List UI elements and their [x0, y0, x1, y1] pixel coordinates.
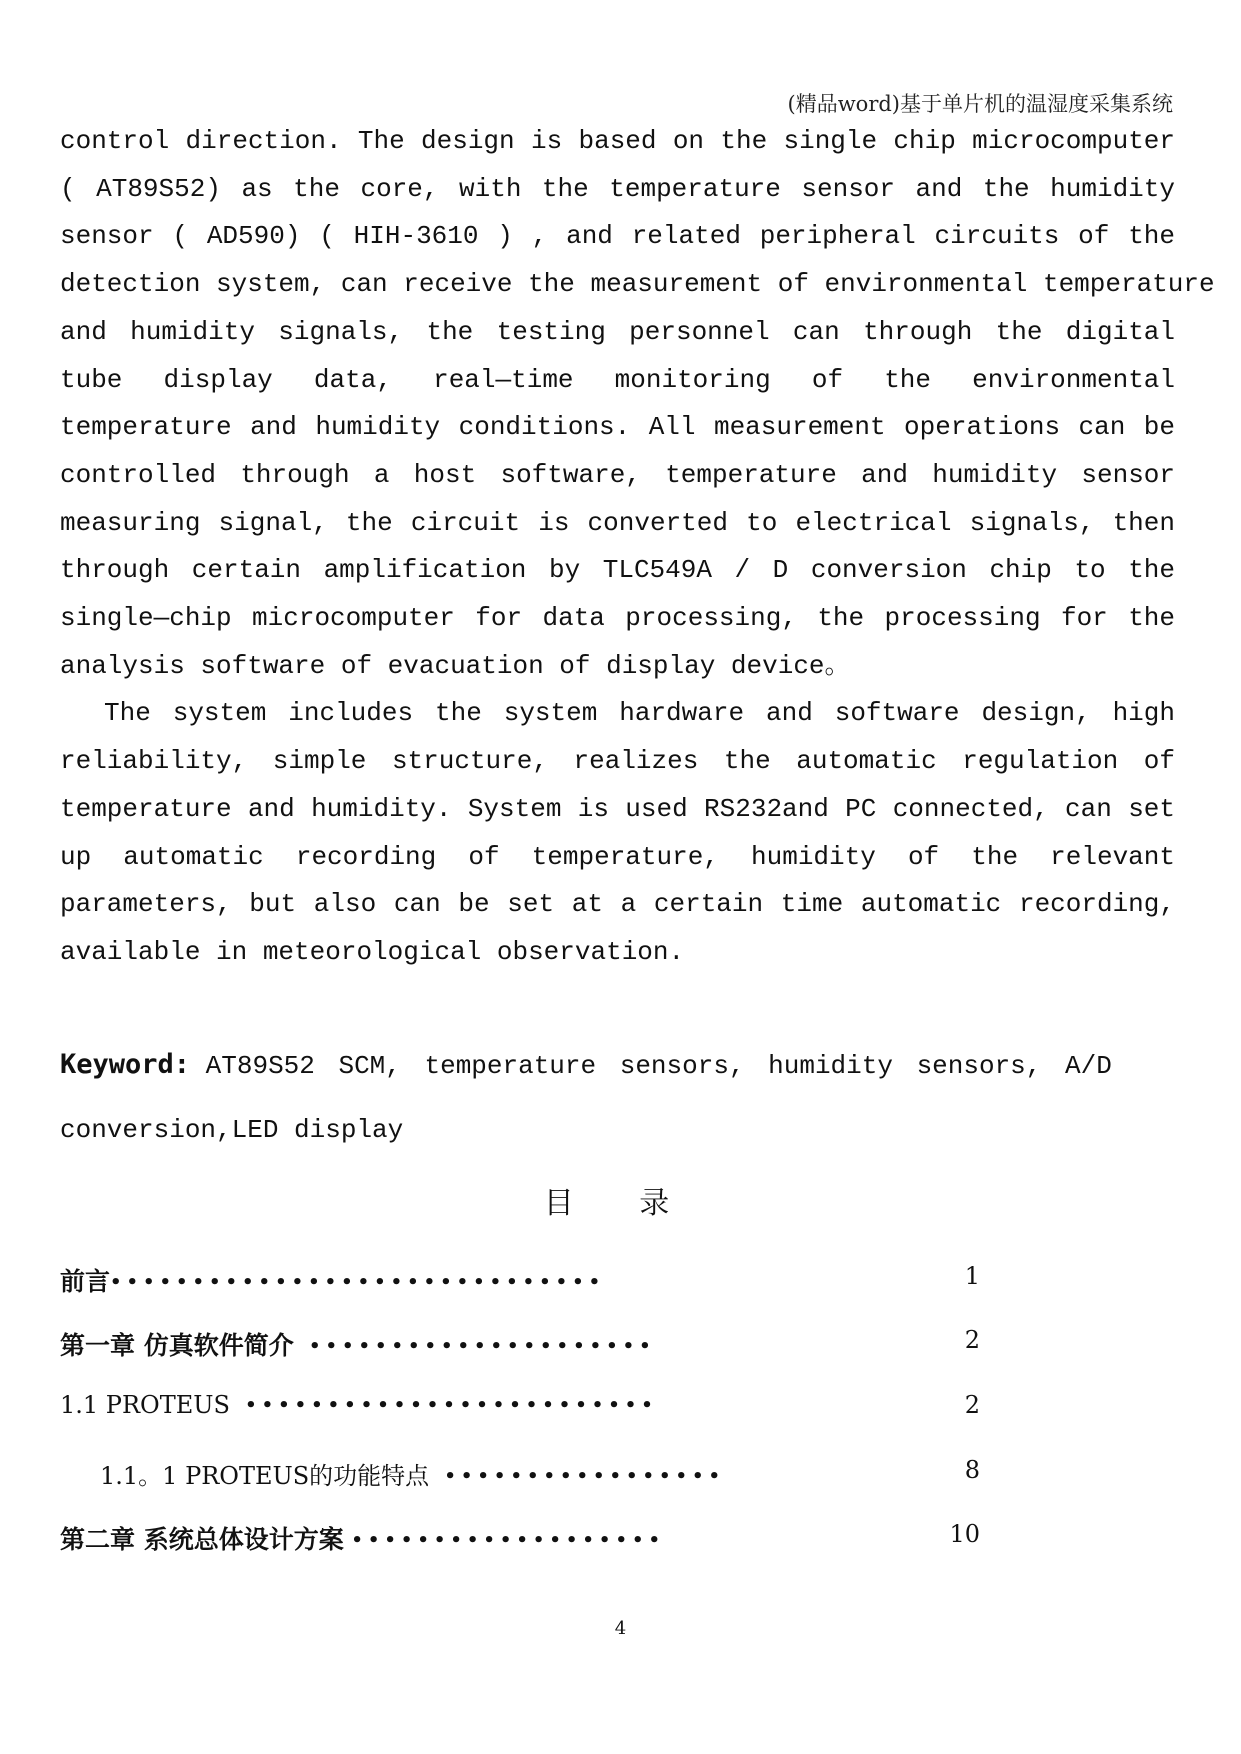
abstract-line: ( AT89S52) as the core, with the temperature sensor and the humidity	[60, 173, 1175, 204]
abstract-line: single—chip microcomputer for data processing, the processing for the	[60, 603, 1175, 634]
toc-page-number: 1	[964, 1262, 980, 1290]
page-number: 4	[614, 1618, 627, 1639]
abstract-line: available in meteorological observation.	[60, 936, 685, 967]
keyword-section	[60, 1033, 1180, 1162]
abstract-line: The system includes the system hardware and software design, high	[104, 698, 1175, 729]
toc-entry-label: 第一章 仿真软件简介	[60, 1331, 294, 1360]
abstract-line: detection system, can receive the measurement of environmental temperature	[60, 269, 1215, 300]
abstract-line: tube display data, real—time monitoring of the environmental	[60, 364, 1175, 395]
toc-entry[interactable]	[60, 1520, 980, 1560]
toc-leader-dots: ••••••••••••••••••••••••••••••	[110, 1272, 606, 1293]
toc-page-number: 10	[949, 1520, 980, 1548]
abstract-line: controlled through a host software, temperature and humidity sensor	[60, 459, 1175, 490]
toc-entry-label: 第二章 系统总体设计方案	[60, 1525, 344, 1554]
toc-page-number: 2	[964, 1391, 980, 1419]
keyword-label: Keyword:	[60, 1049, 191, 1080]
abstract-line: temperature and humidity. System is used RS232and PC connected, can set	[60, 793, 1175, 824]
abstract-line: measuring signal, the circuit is converted to electrical signals, then	[60, 507, 1175, 538]
toc-entry[interactable]	[60, 1326, 980, 1366]
abstract-line: reliability, simple structure, realizes the automatic regulation of	[60, 746, 1175, 777]
toc-page-number: 8	[964, 1456, 980, 1484]
toc-title: 目 录	[543, 1186, 698, 1221]
abstract-line: sensor ( AD590) ( HIH-3610 ) , and related peripheral circuits of the	[60, 221, 1175, 252]
toc-entry[interactable]	[60, 1262, 980, 1302]
toc-leader-dots: •••••••••••••••••	[444, 1466, 726, 1487]
abstract-line: parameters, but also can be set at a certain time automatic recording,	[60, 889, 1175, 920]
keyword-values-continued: conversion,LED display	[60, 1115, 404, 1145]
toc-entry[interactable]	[100, 1456, 980, 1496]
toc-leader-dots: •••••••••••••••••••••	[308, 1336, 656, 1357]
abstract-line: through certain amplification by TLC549A / D conversion chip to the	[60, 555, 1175, 586]
abstract-line: and humidity signals, the testing personnel can through the digital	[60, 316, 1175, 347]
document-header: (精品word)基于单片机的温湿度采集系统	[787, 92, 1173, 116]
toc-entry[interactable]	[60, 1391, 980, 1431]
toc-page-number: 2	[964, 1326, 980, 1354]
toc-entry-label: 1.1。1 PROTEUS的功能特点	[100, 1462, 430, 1490]
abstract-line: temperature and humidity conditions. All measurement operations can be	[60, 412, 1175, 443]
abstract-line: control direction. The design is based on the single chip microcomputer	[60, 126, 1175, 156]
toc-entry-label: 1.1 PROTEUS	[60, 1391, 230, 1419]
abstract-text	[60, 118, 1215, 977]
toc-entry-label: 前言	[60, 1267, 111, 1296]
toc-leader-dots: •••••••••••••••••••••••••	[245, 1395, 658, 1416]
toc-leader-dots: •••••••••••••••••••	[351, 1530, 665, 1551]
abstract-line: up automatic recording of temperature, humidity of the relevant	[60, 841, 1175, 872]
abstract-line: analysis software of evacuation of display device。	[60, 650, 851, 681]
keyword-values: AT89S52 SCM, temperature sensors, humidity sensors, A/D	[205, 1051, 1112, 1081]
